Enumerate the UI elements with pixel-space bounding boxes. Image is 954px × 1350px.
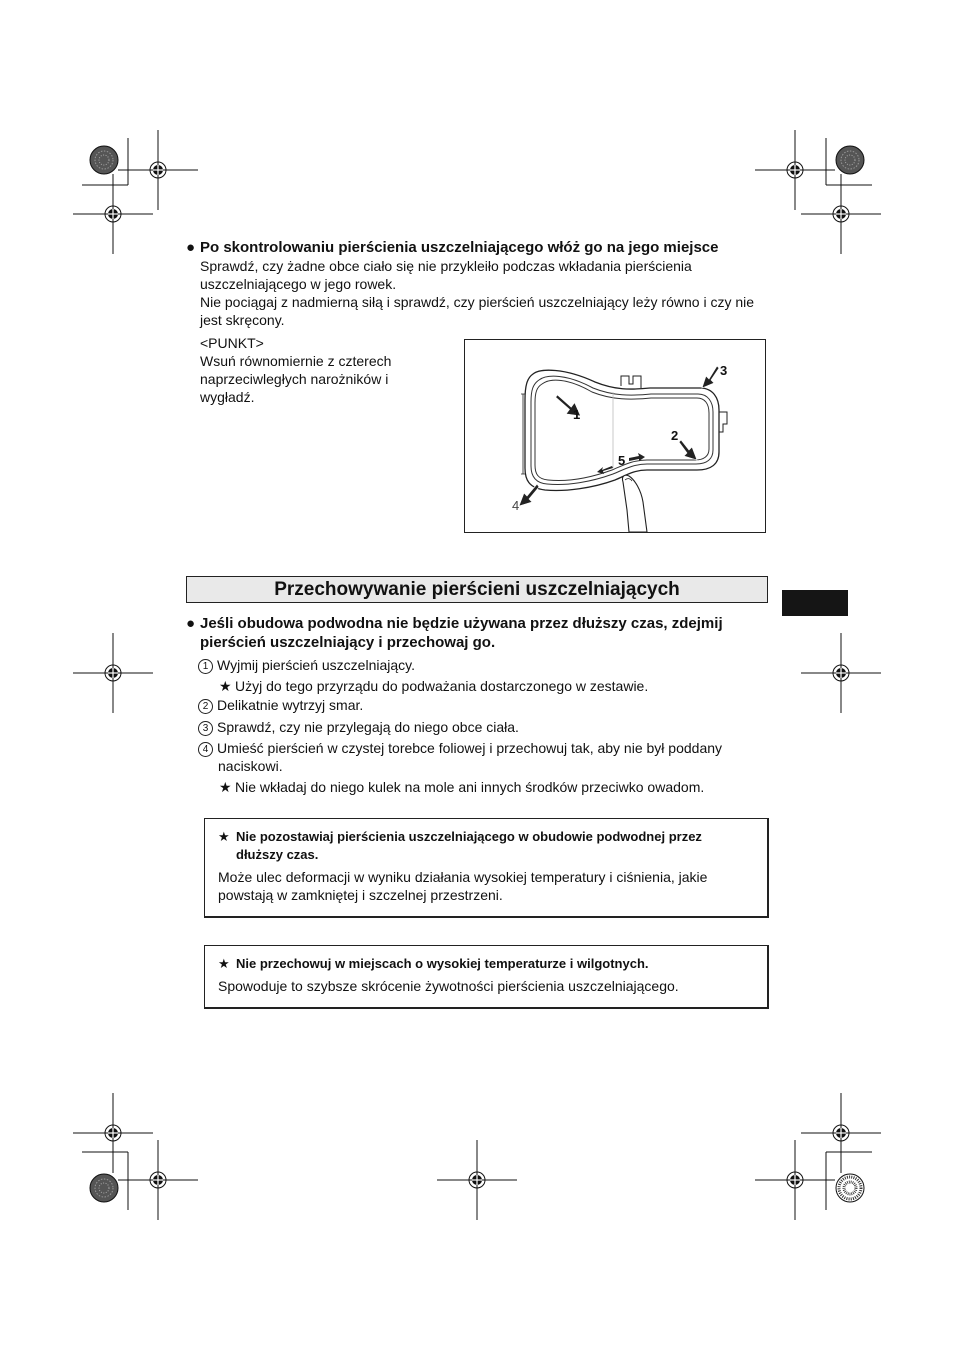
- star-icon: ★: [219, 678, 232, 694]
- crosshair-icon: [73, 1093, 153, 1173]
- crosshair-icon: [755, 1140, 835, 1220]
- note-text: Nie wkładaj do niego kulek na mole ani innych środków przeciwko owadom.: [235, 779, 705, 795]
- registration-target-icon: [836, 146, 864, 174]
- note-text: Użyj do tego przyrządu do podważania dostarczonego w zestawie.: [235, 678, 649, 694]
- star-icon: ★: [218, 829, 230, 844]
- bullet-icon: ●: [186, 239, 196, 256]
- warning-heading: [218, 828, 758, 864]
- figure-label-4: 4: [512, 498, 520, 513]
- crosshair-icon: [801, 633, 881, 713]
- step-text: Umieść pierścień w czystej torebce foliowej i przechowuj tak, aby nie był poddany: [217, 740, 723, 756]
- crosshair-icon: [118, 1140, 198, 1220]
- seal-ring-illustration: [465, 340, 765, 532]
- crosshair-icon: [118, 130, 198, 210]
- step-item: [198, 696, 768, 714]
- point-line: wygładź.: [200, 389, 255, 405]
- arrow-4-icon: [519, 484, 539, 506]
- warning-heading-line: Nie przechowuj w miejscach o wysokiej temperaturze i wilgotnych.: [236, 956, 649, 971]
- figure-label-1: 1: [573, 407, 581, 422]
- step-text: Wyjmij pierścień uszczelniający.: [217, 657, 416, 673]
- paragraph-line: Nie pociągaj z nadmierną siłą i sprawdź, czy pierścień uszczelniający leży równo i czy nie: [200, 294, 755, 310]
- warning-box: [204, 945, 769, 1009]
- heading-line: pierścień uszczelniający i przechowaj go.: [200, 634, 496, 651]
- heading-line: Jeśli obudowa podwodna nie będzie używana przez dłuższy czas, zdejmij: [200, 615, 723, 632]
- finger-icon: [622, 475, 647, 532]
- star-icon: ★: [218, 956, 230, 971]
- seal-ring-figure: [464, 339, 766, 533]
- step-text: Sprawdź, czy nie przylegają do niego obce ciała.: [217, 719, 519, 735]
- warning-heading: [218, 955, 758, 973]
- registration-target-icon: [90, 1174, 118, 1202]
- crosshair-icon: [73, 633, 153, 713]
- crosshair-icon: [73, 174, 153, 254]
- step-note: [219, 778, 769, 796]
- crosshair-icon: [801, 174, 881, 254]
- bullet-icon: ●: [186, 615, 196, 632]
- figure-label-3: 3: [720, 363, 728, 378]
- warning-heading-line: dłuższy czas.: [236, 847, 319, 862]
- figure-label-5: 5: [618, 453, 626, 468]
- point-label: <PUNKT>: [200, 335, 264, 351]
- point-line: naprzeciwległych narożników i: [200, 371, 389, 387]
- heading-text: Po skontrolowaniu pierścienia uszczelniającego włóż go na jego miejsce: [200, 239, 719, 256]
- crosshair-icon: [755, 130, 835, 210]
- step-item: [198, 656, 768, 674]
- step-text: Delikatnie wytrzyj smar.: [217, 697, 364, 713]
- arrow-3-icon: [702, 366, 719, 388]
- step-text-cont: naciskowi.: [218, 758, 283, 774]
- warning-body-line: Może ulec deformacji w wyniku działania wysokiej temperatury i ciśnienia, jakie: [218, 869, 708, 885]
- figure-label-2: 2: [671, 428, 679, 443]
- paragraph-line: uszczelniającego w jego rowek.: [200, 276, 397, 292]
- registration-target-icon: [90, 146, 118, 174]
- step-number: 4: [198, 742, 213, 757]
- step-number: 1: [198, 659, 213, 674]
- warning-body-line: powstają w zamkniętej i szczelnej przestrzeni.: [218, 887, 503, 903]
- step-item: [198, 739, 768, 757]
- registration-target-icon: [836, 1174, 864, 1202]
- warning-heading-line: Nie pozostawiaj pierścienia uszczelniającego w obudowie podwodnej przez: [236, 829, 702, 844]
- point-line: Wsuń równomiernie z czterech: [200, 353, 392, 369]
- section-title: Przechowywanie pierścieni uszczelniających: [186, 576, 768, 603]
- crosshair-icon: [437, 1140, 517, 1220]
- paragraph-line: Sprawdź, czy żadne obce ciało się nie przykleiło podczas wkładania pierścienia: [200, 258, 692, 274]
- star-icon: ★: [219, 779, 232, 795]
- step-item: [198, 718, 768, 736]
- warning-body-line: Spowoduje to szybsze skrócenie żywotności pierścienia uszczelniającego.: [218, 978, 679, 994]
- side-tab-marker: [782, 590, 848, 616]
- step-note: [219, 677, 769, 695]
- crosshair-icon: [801, 1093, 881, 1173]
- arrow-2-icon: [679, 440, 697, 460]
- step-number: 3: [198, 721, 213, 736]
- paragraph-line: jest skręcony.: [200, 312, 285, 328]
- step-number: 2: [198, 699, 213, 714]
- warning-box: [204, 818, 769, 918]
